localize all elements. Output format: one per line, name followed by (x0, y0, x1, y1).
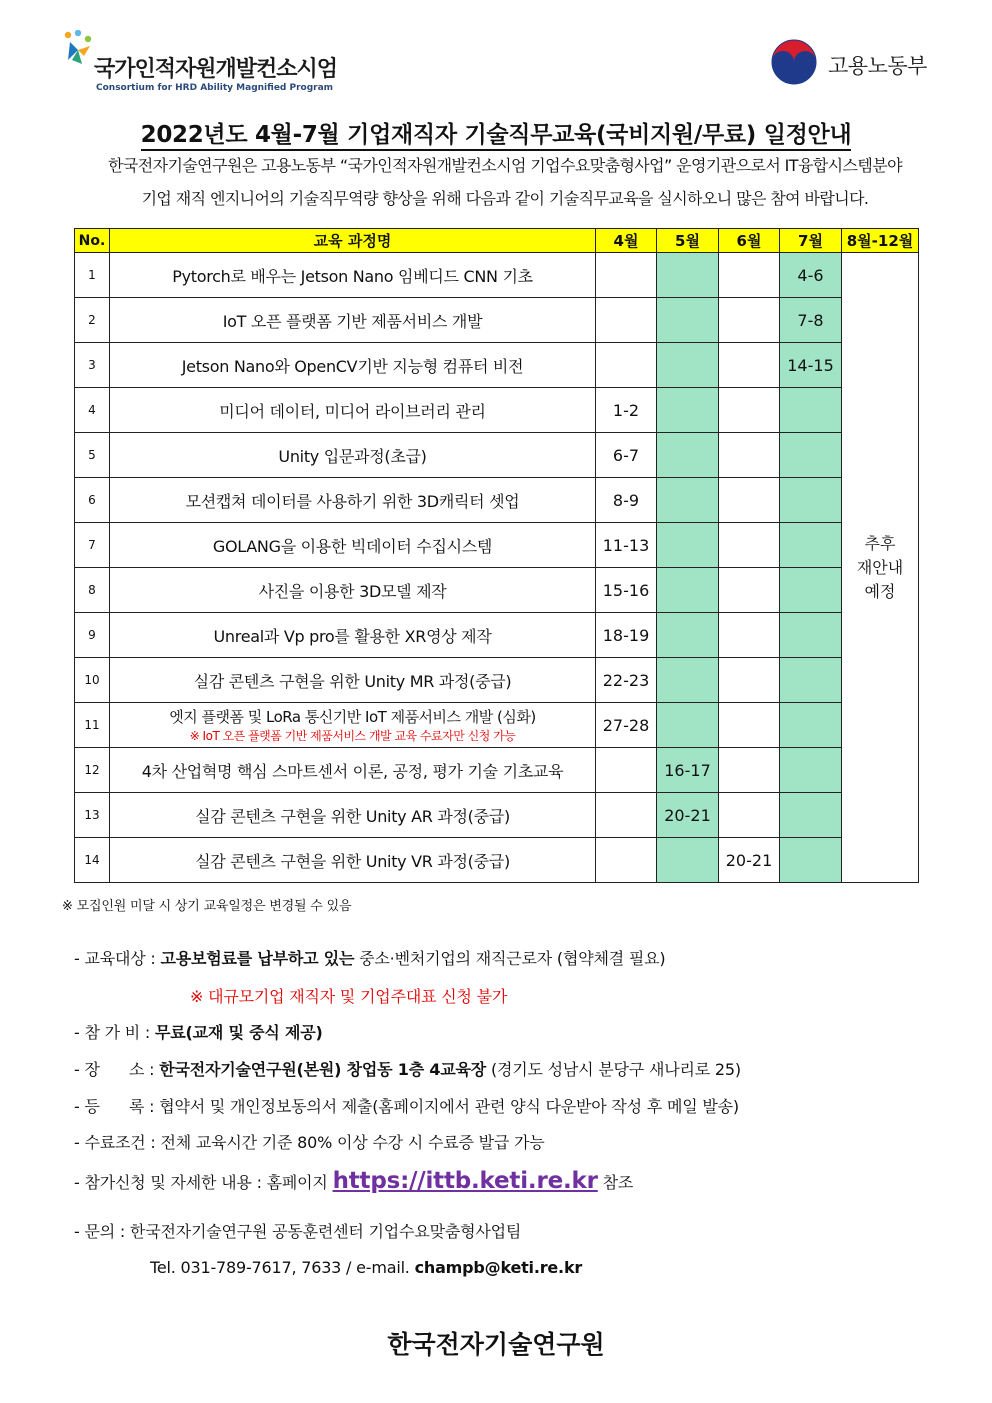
jun-date (719, 658, 780, 703)
consortium-logo-name: 국가인적자원개발컨소시엄 (94, 57, 338, 82)
info-target (74, 946, 665, 969)
course-name: Unreal과 Vp pro를 활용한 XR영상 제작 (110, 613, 596, 658)
jun-date (719, 748, 780, 793)
info-target-rest: 중소·벤처기업의 재직근로자 (협약체결 필요) (354, 949, 666, 968)
jun-date (719, 298, 780, 343)
info-contact-tel (150, 1258, 582, 1277)
jul-date (780, 478, 842, 523)
jul-date (780, 388, 842, 433)
info-target-bold: 고용보험료를 납부하고 있는 (160, 949, 355, 968)
info-place-label: - 장 소 : (74, 1060, 160, 1079)
jul-date (780, 838, 842, 883)
apr-date: 8-9 (596, 478, 657, 523)
info-place-bold: 한국전자기술연구원(본원) 창업동 1층 4교육장 (159, 1060, 487, 1079)
taeguk-icon (770, 38, 818, 86)
may-date (657, 523, 719, 568)
row-number: 11 (75, 703, 110, 748)
jul-date (780, 793, 842, 838)
course-name: 모션캡쳐 데이터를 사용하기 위한 3D캐릭터 셋업 (110, 478, 596, 523)
row-number: 12 (75, 748, 110, 793)
table-row (75, 343, 919, 388)
jul-date (780, 433, 842, 478)
jun-date (719, 388, 780, 433)
apr-date: 6-7 (596, 433, 657, 478)
may-date (657, 253, 719, 298)
apr-date: 15-16 (596, 568, 657, 613)
consortium-logo-subtitle: Consortium for HRD Ability Magnified Program (96, 83, 334, 93)
header-aug-dec: 8월-12월 (842, 229, 919, 253)
info-fee-value: 무료(교재 및 중식 제공) (154, 1023, 323, 1042)
header-jun: 6월 (719, 229, 780, 253)
may-date (657, 343, 719, 388)
info-contact: - 문의 : 한국전자기술연구원 공동훈련센터 기업수요맞춤형사업팀 (74, 1222, 522, 1241)
header-no: No. (75, 229, 110, 253)
info-completion: - 수료조건 : 전체 교육시간 기준 80% 이상 수강 시 수료증 발급 가능 (74, 1133, 545, 1152)
info-target-label: - 교육대상 : (74, 949, 161, 968)
course-name: 사진을 이용한 3D모델 제작 (110, 568, 596, 613)
row-number: 9 (75, 613, 110, 658)
jun-date (719, 793, 780, 838)
header-apr: 4월 (596, 229, 657, 253)
info-register-value: 협약서 및 개인정보동의서 제출(홈페이지에서 관련 양식 다운받아 작성 후 메일 발송) (159, 1097, 739, 1116)
info-target-warning: ※ 대규모기업 재직자 및 기업주대표 신청 불가 (190, 987, 508, 1006)
contact-tel: Tel. 031-789-7617, 7633 / e-mail. (150, 1258, 415, 1277)
row-number: 1 (75, 253, 110, 298)
may-date (657, 613, 719, 658)
table-row (75, 253, 919, 298)
course-prerequisite-note: ※ IoT 오픈 플랫폼 기반 제품서비스 개발 교육 수료자만 신청 가능 (189, 729, 516, 743)
homepage-link[interactable]: https://ittb.keti.re.kr (332, 1168, 598, 1194)
table-row (75, 793, 919, 838)
later-schedule-note: 추후 재안내 예정 (842, 253, 919, 883)
jul-date (780, 613, 842, 658)
apr-date (596, 838, 657, 883)
course-name: Pytorch로 배우는 Jetson Nano 임베디드 CNN 기초 (110, 253, 596, 298)
may-date (657, 703, 719, 748)
intro-line-1: 한국전자기술연구원은 고용노동부 “국가인적자원개발컨소시엄 기업수요맞춤형사업” 운영기관으로서 IT융합시스템분야 (108, 156, 902, 175)
may-date (657, 658, 719, 703)
jun-date: 20-21 (719, 838, 780, 883)
jul-date: 4-6 (780, 253, 842, 298)
jun-date (719, 253, 780, 298)
contact-email[interactable]: champb@keti.re.kr (414, 1258, 583, 1277)
table-row (75, 568, 919, 613)
table-header-row (75, 229, 919, 253)
table-row (75, 703, 919, 748)
row-number: 8 (75, 568, 110, 613)
page-title: 2022년도 4월-7월 기업재직자 기술직무교육(국비지원/무료) 일정안내 (0, 116, 992, 149)
course-name: 실감 콘텐츠 구현을 위한 Unity MR 과정(중급) (110, 658, 596, 703)
table-row (75, 658, 919, 703)
info-place-rest: (경기도 성남시 분당구 새나리로 25) (486, 1060, 741, 1079)
may-date (657, 568, 719, 613)
course-name: Jetson Nano와 OpenCV기반 지능형 컴퓨터 비전 (110, 343, 596, 388)
jul-date (780, 748, 842, 793)
apr-date: 27-28 (596, 703, 657, 748)
row-number: 5 (75, 433, 110, 478)
table-row (75, 748, 919, 793)
ministry-logo-name: 고용노동부 (828, 54, 927, 78)
table-row (75, 523, 919, 568)
row-number: 10 (75, 658, 110, 703)
consortium-star-icon (58, 30, 98, 70)
row-number: 7 (75, 523, 110, 568)
jul-date (780, 703, 842, 748)
course-name: 미디어 데이터, 미디어 라이브러리 관리 (110, 388, 596, 433)
intro-line-2: 기업 재직 엔지니어의 기술직무역량 향상을 위해 다음과 같이 기술직무교육을 실시하오니 많은 참여 바랍니다. (141, 189, 869, 208)
consortium-logo (58, 30, 358, 100)
jul-date: 7-8 (780, 298, 842, 343)
jun-date (719, 523, 780, 568)
apr-date (596, 298, 657, 343)
apr-date (596, 793, 657, 838)
apr-date: 22-23 (596, 658, 657, 703)
header-jul: 7월 (780, 229, 842, 253)
organization-footer: 한국전자기술연구원 (387, 1330, 605, 1359)
may-date: 16-17 (657, 748, 719, 793)
table-row (75, 838, 919, 883)
row-number: 6 (75, 478, 110, 523)
jul-date (780, 523, 842, 568)
header-course: 교육 과정명 (110, 229, 596, 253)
table-row (75, 478, 919, 523)
ministry-logo (770, 38, 950, 88)
jun-date (719, 433, 780, 478)
course-name: GOLANG을 이용한 빅데이터 수집시스템 (110, 523, 596, 568)
table-row (75, 433, 919, 478)
jun-date (719, 568, 780, 613)
jun-date (719, 613, 780, 658)
apr-date: 1-2 (596, 388, 657, 433)
row-number: 2 (75, 298, 110, 343)
info-apply (74, 1168, 633, 1194)
info-place (74, 1057, 741, 1080)
info-fee (74, 1020, 323, 1043)
info-register (74, 1094, 739, 1117)
schedule-table (74, 228, 919, 883)
header-may: 5월 (657, 229, 719, 253)
jun-date (719, 478, 780, 523)
apr-date: 11-13 (596, 523, 657, 568)
apr-date: 18-19 (596, 613, 657, 658)
may-date (657, 388, 719, 433)
table-row (75, 298, 919, 343)
jun-date (719, 703, 780, 748)
course-name-text: 엣지 플랫폼 및 LoRa 통신기반 IoT 제품서비스 개발 (심화) (169, 708, 536, 726)
may-date (657, 838, 719, 883)
info-fee-label: - 참 가 비 : (74, 1023, 155, 1042)
row-number: 14 (75, 838, 110, 883)
jun-date (719, 343, 780, 388)
apr-date (596, 253, 657, 298)
jul-date: 14-15 (780, 343, 842, 388)
may-date: 20-21 (657, 793, 719, 838)
table-row (75, 613, 919, 658)
may-date (657, 298, 719, 343)
may-date (657, 478, 719, 523)
may-date (657, 433, 719, 478)
info-apply-suffix: 참조 (597, 1173, 634, 1192)
row-number: 3 (75, 343, 110, 388)
course-name: 실감 콘텐츠 구현을 위한 Unity AR 과정(중급) (110, 793, 596, 838)
row-number: 4 (75, 388, 110, 433)
info-register-label: - 등 록 : (74, 1097, 160, 1116)
table-row (75, 388, 919, 433)
info-apply-label: - 참가신청 및 자세한 내용 : 홈페이지 (74, 1173, 333, 1192)
apr-date (596, 343, 657, 388)
row-number: 13 (75, 793, 110, 838)
apr-date (596, 748, 657, 793)
course-name: Unity 입문과정(초급) (110, 433, 596, 478)
course-name: 실감 콘텐츠 구현을 위한 Unity VR 과정(중급) (110, 838, 596, 883)
jul-date (780, 658, 842, 703)
course-name: IoT 오픈 플랫폼 기반 제품서비스 개발 (110, 298, 596, 343)
jul-date (780, 568, 842, 613)
course-name (110, 703, 596, 748)
schedule-note: ※ 모집인원 미달 시 상기 교육일정은 변경될 수 있음 (62, 899, 352, 914)
course-name: 4차 산업혁명 핵심 스마트센서 이론, 공정, 평가 기술 기초교육 (110, 748, 596, 793)
